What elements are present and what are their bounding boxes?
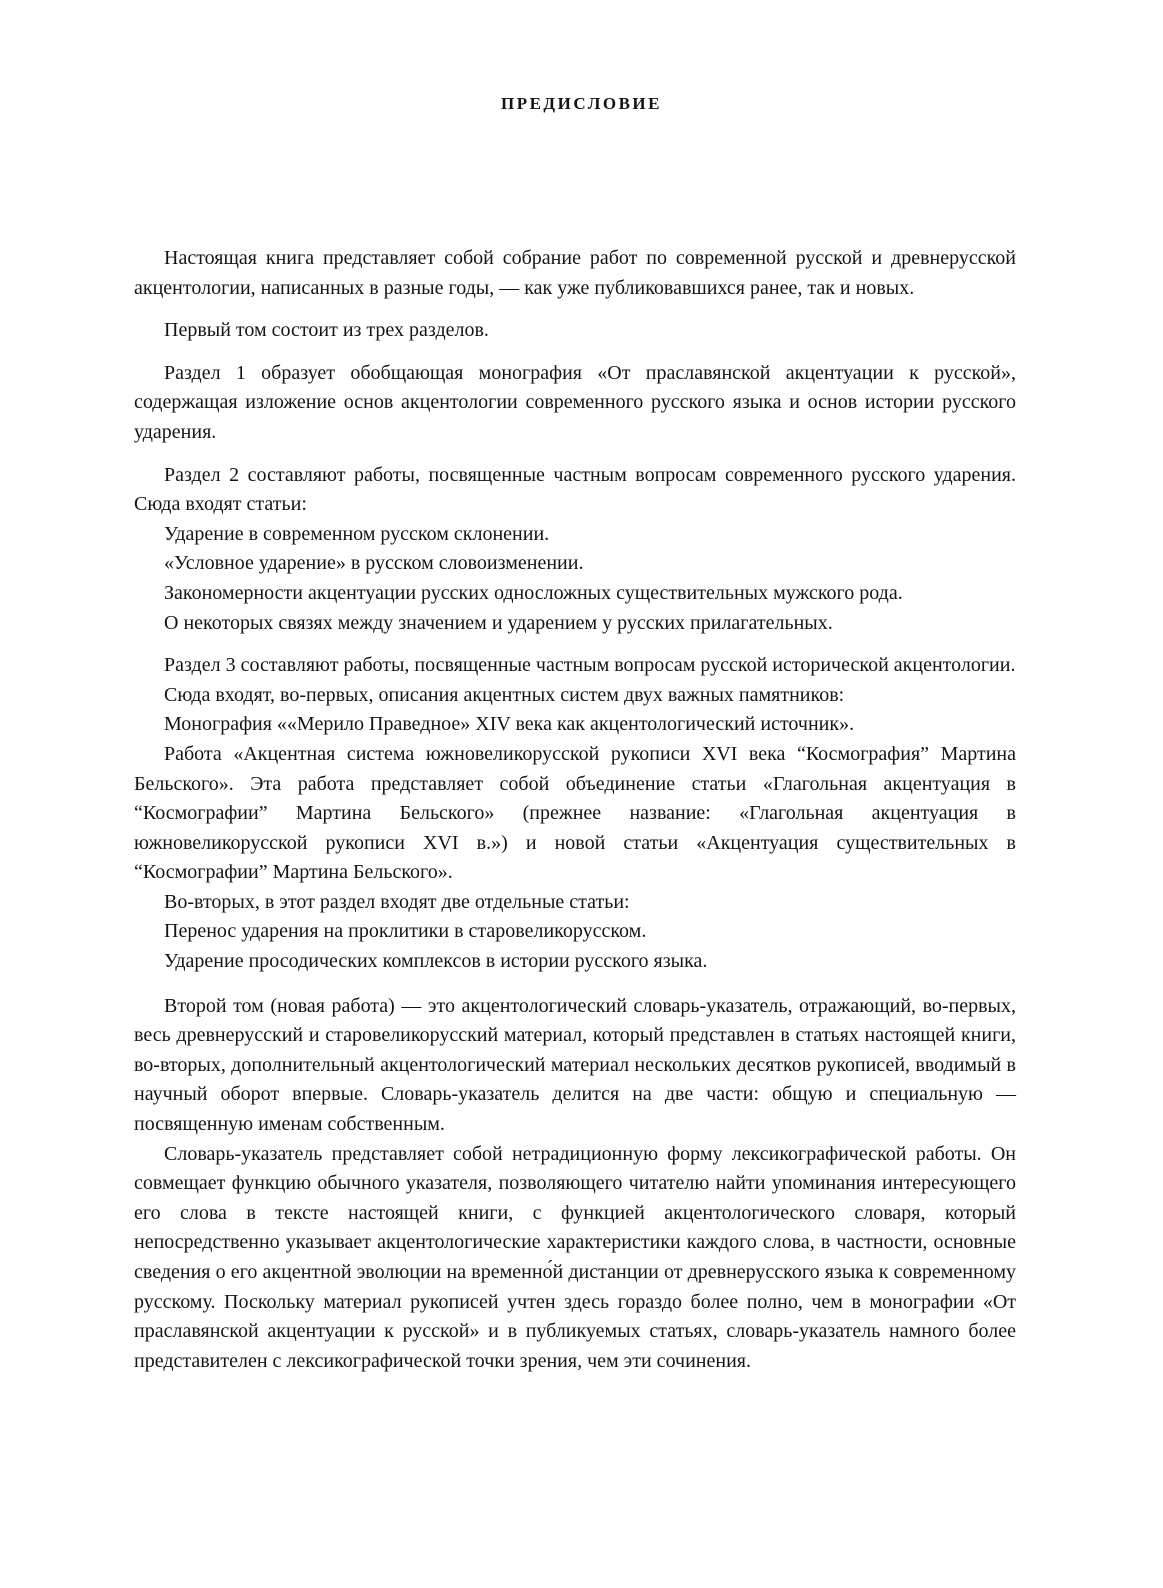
paragraph-dictionary: Словарь-указатель представляет собой нетрадиционную форму лексикографической работы. Он совмещает функцию обычного указателя, позволяющего читателю найти упоминания интересующего его слова в тексте настоящей книги, с функцией акцентологического словаря, который непосредственно указывает акцентологические характеристики каждого слова, в частности, основные сведения о его акцентной эволюции на временно́й дистанции от древнерусского языка к современному русскому. Поскольку материал рукописей учтен здесь гораздо более полно, чем в монографии «От праславянской акцентуации к русской» и в публикуемых статьях, словарь-указатель намного более представителен с лексикографической точки зрения, чем эти сочинения. [134,1142,1016,1372]
paragraph-volume-two: Второй том (новая работа) — это акцентологический словарь-указатель, отражающий, во-первых, весь древнерусский и старовеликорусский материал, который представлен в статьях настоящей книги, во-вторых, дополнительный акцентологический материал нескольких десятков рукописей, вводимый в научный оборот впервые. Словарь-указатель делится на две части: общую и специальную — посвященную именам собственным. [134,994,1016,1136]
list-item: Закономерности акцентуации русских односложных существительных мужского рода. [164,581,903,604]
body-text [134,244,1016,1376]
paragraph-section-1: Раздел 1 образует обобщающая монография «От праславянской акцентуации к русской», содержащая изложение основ акцентологии современного русского языка и основ истории русского ударения. [134,361,1016,443]
paragraph-volume-one: Первый том состоит из трех разделов. [164,319,489,342]
list-item: Сюда входят, во-первых, описания акцентных систем двух важных памятников: [164,683,845,706]
list-item: О некоторых связях между значением и ударением у русских прилагательных. [164,611,833,634]
list-item: Во-вторых, в этот раздел входят две отдельные статьи: [164,890,630,913]
paragraph-intro: Настоящая книга представляет собой собрание работ по современной русской и древнерусской акцентологии, написанных в разные годы, — как уже публиковавшихся ранее, так и новых. [134,247,1016,299]
list-item: Ударение просодических комплексов в истории русского языка. [164,950,708,973]
list-item: Работа «Акцентная система южновеликорусской рукописи XVI века “Космография” Мартина Бельского». Эта работа представляет собой объединение статьи «Глагольная акцентуация в “Космографии” Мартина Бельского» (прежнее название: «Глагольная акцентуация в южновеликорусской рукописи XVI в.») и новой статьи «Акцентуация существительных в “Космографии” Мартина Бельского». [134,742,1016,884]
list-item: Монография ««Мерило Праведное» XIV века как акцентологический источник». [164,713,855,736]
list-item: Ударение в современном русском склонении. [164,522,550,545]
paragraph-section-2: Раздел 2 составляют работы, посвященные частным вопросам современного русского ударения. Сюда входят статьи: [134,463,1016,516]
paragraph-section-3: Раздел 3 составляют работы, посвященные частным вопросам русской исторической акцентологии. [164,654,1016,677]
list-item: «Условное ударение» в русском словоизменении. [164,552,584,575]
list-item: Перенос ударения на проклитики в старовеликорусском. [164,920,647,943]
page-title: ПРЕДИСЛОВИЕ [500,94,662,113]
